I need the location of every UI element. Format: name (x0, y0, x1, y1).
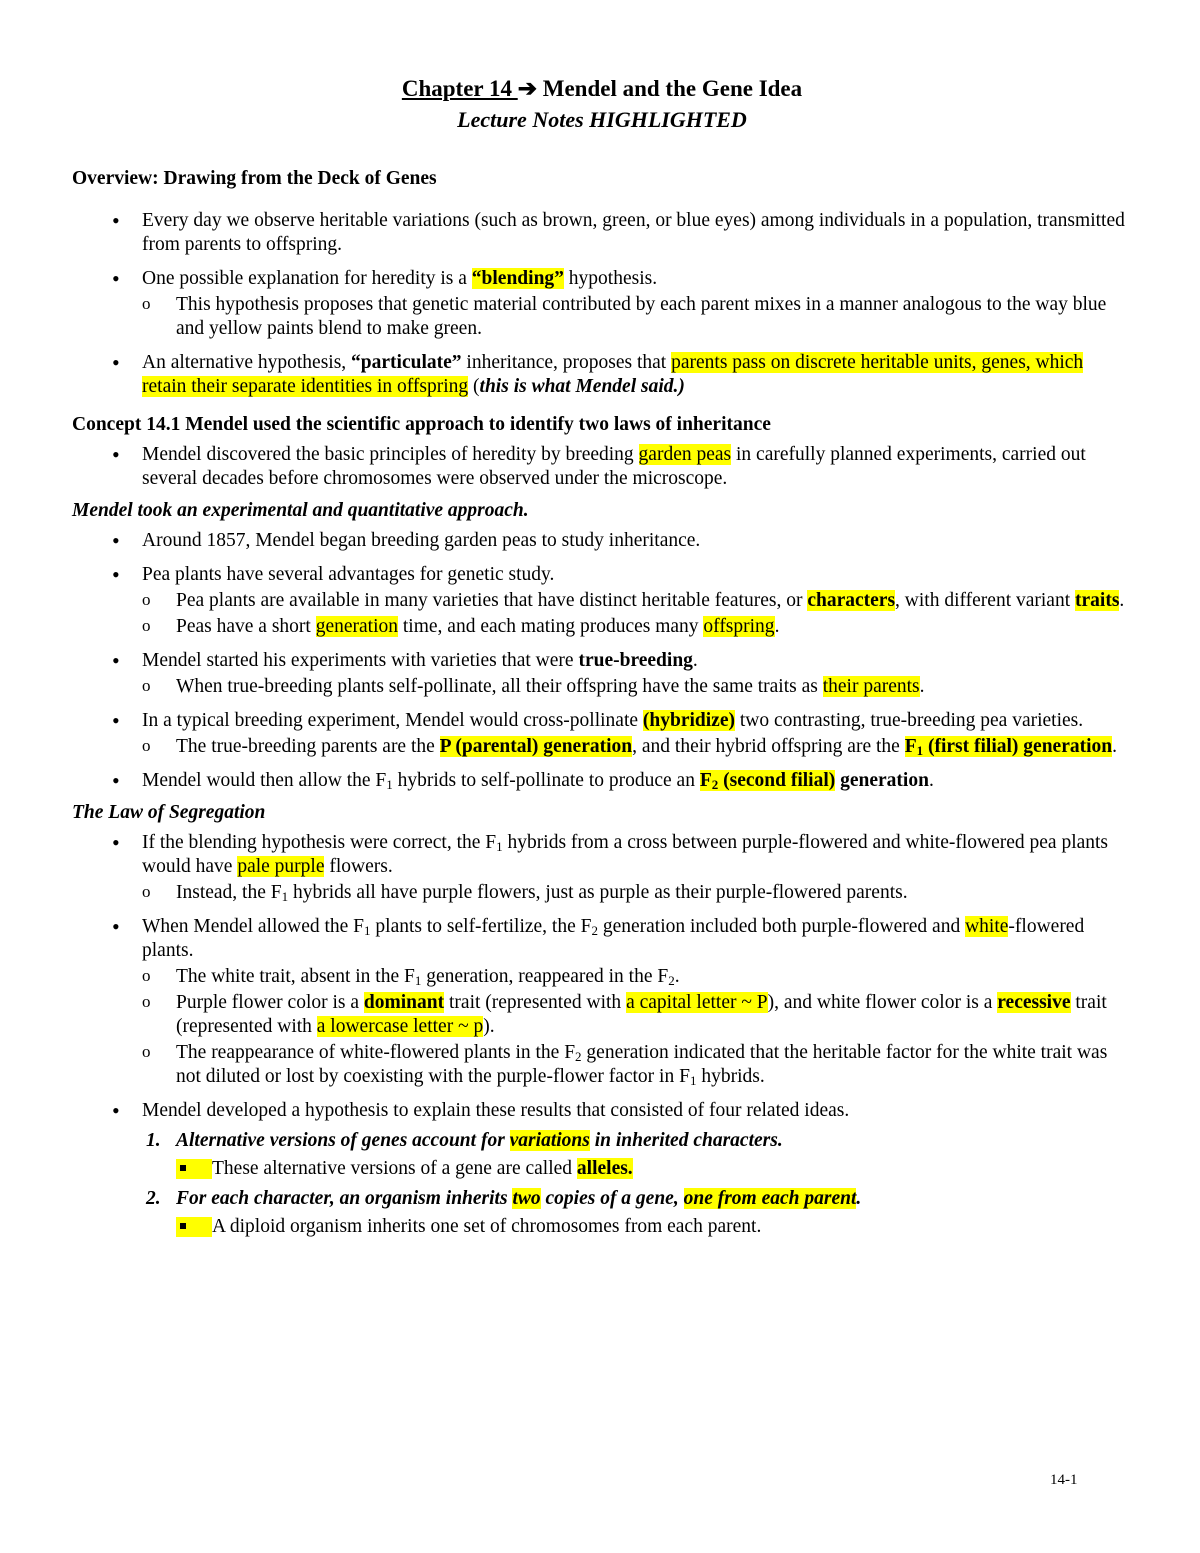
text: One possible explanation for heredity is a (142, 268, 472, 289)
sub-list-item (72, 735, 1132, 759)
text: hypothesis. (563, 268, 658, 289)
highlight: one from each parent (683, 1188, 857, 1209)
text: flowers. (324, 856, 393, 877)
concept-heading: Concept 14.1 Mendel used the scientific approach to identify two laws of inheritance (72, 414, 771, 435)
text: In a typical breeding experiment, Mendel would cross-pollinate (142, 710, 643, 731)
list-item (72, 443, 1132, 491)
text: , with different variant (895, 590, 1076, 611)
bold-italic-text: this is what Mendel said.) (479, 376, 685, 397)
text: in inherited characters. (589, 1130, 783, 1151)
subscript: 1 (281, 889, 289, 904)
highlight: recessive (997, 992, 1071, 1013)
subscript: 1 (689, 1073, 697, 1088)
highlight: alleles. (576, 1158, 633, 1179)
sub-list-item (72, 965, 1132, 989)
text: Mendel started his experiments with varieties that were (142, 650, 579, 671)
text: Mendel discovered the basic principles of heredity by breeding (142, 444, 639, 465)
highlight: a lowercase letter ~ p (316, 1016, 484, 1037)
text: . (692, 650, 698, 671)
text: plants to self-fertilize, the F (370, 916, 592, 937)
list-item: • Pea plants have several advantages for genetic study. (72, 563, 1132, 587)
sub-list-item (72, 1157, 1132, 1181)
sub-list-item (72, 1041, 1132, 1089)
text: An alternative hypothesis, (142, 352, 352, 373)
text: A diploid organism inherits one set of chromosomes from each parent. (212, 1216, 762, 1237)
numbered-item (72, 1187, 1132, 1211)
text: . (1112, 736, 1117, 757)
text: F (699, 770, 712, 791)
text: generation indicated that the heritable factor for the white trait was not diluted or lost by coexisting with the purple-flower factor in F (176, 1042, 1108, 1087)
text: in carefully planned experiments, carried out several decades before chromosomes were observed under the microscope. (142, 444, 1086, 489)
subscript: 1 (496, 839, 503, 854)
item-number: 2. (146, 1188, 161, 1209)
bold-text: generation (835, 770, 929, 791)
highlight: garden peas (638, 444, 732, 465)
square-bullet-icon (176, 1159, 212, 1179)
chapter-title: Mendel and the Gene Idea (537, 76, 803, 101)
text: F (904, 736, 917, 757)
subscript: 2 (711, 777, 719, 792)
subscript: 2 (591, 923, 598, 938)
text: ). (483, 1016, 495, 1037)
text: two contrasting, true-breeding pea varieties. (734, 710, 1084, 731)
text: hybrids to self-pollinate to produce an (392, 770, 700, 791)
highlight: pale purple (237, 856, 325, 877)
list-item (72, 709, 1132, 733)
highlight: offspring (703, 616, 775, 637)
text: time, and each mating produces many (398, 616, 704, 637)
list-item (72, 649, 1132, 673)
section-heading-approach: Mendel took an experimental and quantitative approach. (72, 500, 529, 521)
list-item (72, 351, 1132, 399)
text: trait (represented with (176, 992, 1107, 1037)
list-item: • Around 1857, Mendel began breeding garden peas to study inheritance. (72, 529, 1132, 553)
text: (second filial) (718, 770, 836, 791)
sub-list-item (72, 991, 1132, 1039)
text: For each character, an organism inherits (176, 1188, 513, 1209)
text: Purple flower color is a (176, 992, 364, 1013)
highlight: P (parental) generation (439, 736, 633, 757)
subscript: 2 (575, 1049, 582, 1064)
list-item (72, 267, 1132, 291)
text: Alternative versions of genes account for (176, 1130, 510, 1151)
chapter-number: Chapter 14 (401, 76, 518, 101)
text: hybrids. (696, 1066, 765, 1087)
arrow-icon: ➔ (517, 76, 537, 101)
square-bullet-icon (176, 1217, 212, 1237)
text: When true-breeding plants self-pollinate, all their offspring have the same traits as (176, 676, 823, 697)
overview-heading: Overview: Drawing from the Deck of Genes (72, 168, 437, 189)
text: ( (468, 376, 480, 397)
text: ), and white flower color is a (767, 992, 998, 1013)
bold-text: “particulate” (351, 352, 462, 373)
list-item: • Mendel developed a hypothesis to explain these results that consisted of four related ideas. (72, 1099, 1132, 1123)
document-body (72, 76, 1132, 1239)
highlight: a capital letter ~ P (626, 992, 768, 1013)
item-number: 1. (146, 1130, 161, 1151)
subscript: 1 (386, 777, 393, 792)
text: The white trait, absent in the F (176, 966, 415, 987)
text: -flowered plants. (142, 916, 1085, 961)
text: . (674, 966, 680, 987)
text: The reappearance of white-flowered plants in the F (176, 1042, 576, 1063)
highlight: dominant (363, 992, 445, 1013)
text: The true-breeding parents are the (176, 736, 440, 757)
highlight: variations (509, 1130, 590, 1151)
highlight: generation (315, 616, 399, 637)
text: generation included both purple-flowered and (597, 916, 966, 937)
text: . (919, 676, 925, 697)
highlight: parents pass on discrete heritable units, genes, which retain their separate identities in offspring (142, 352, 1084, 397)
page-subtitle: Lecture Notes HIGHLIGHTED (457, 107, 747, 132)
highlight: characters (807, 590, 896, 611)
subscript: 1 (364, 923, 371, 938)
sub-list-item (72, 615, 1132, 639)
sub-list-item (72, 881, 1132, 905)
text: . (856, 1188, 862, 1209)
highlight: their parents (822, 676, 920, 697)
text: Peas have a short (176, 616, 316, 637)
list-item: • Every day we observe heritable variations (such as brown, green, or blue eyes) among individuals in a population, transmitted from parents to offspring. (72, 209, 1132, 257)
text: Instead, the F (176, 882, 282, 903)
text: hybrids all have purple flowers, just as purple as their purple-flowered parents. (288, 882, 908, 903)
bold-text: true-breeding (578, 650, 693, 671)
text: generation, reappeared in the F (421, 966, 669, 987)
highlight: traits (1075, 590, 1120, 611)
text: If the blending hypothesis were correct, the F (142, 832, 497, 853)
highlight: white (965, 916, 1009, 937)
text: Mendel would then allow the F (142, 770, 387, 791)
text: trait (represented with (444, 992, 627, 1013)
subscript: 2 (668, 973, 675, 988)
sub-list-item: o This hypothesis proposes that genetic material contributed by each parent mixes in a manner analogous to the way blue and yellow paints blend to make green. (72, 293, 1132, 341)
text: . (928, 770, 934, 791)
text: , and their hybrid offspring are the (632, 736, 905, 757)
subscript: 1 (414, 973, 422, 988)
numbered-item (72, 1129, 1132, 1153)
list-item (72, 915, 1132, 963)
highlight: “blending” (471, 268, 564, 289)
list-item (72, 769, 1132, 793)
page-title (72, 76, 1132, 102)
text: When Mendel allowed the F (142, 916, 365, 937)
subscript: 1 (916, 743, 924, 758)
text: . (774, 616, 780, 637)
highlight: two (512, 1188, 541, 1209)
section-heading-segregation: The Law of Segregation (72, 802, 266, 823)
text: inheritance, proposes that (461, 352, 672, 373)
text: hybrids from a cross between purple-flowered and white-flowered pea plants would have (142, 832, 1109, 877)
highlight: (hybridize) (642, 710, 735, 731)
sub-list-item (72, 589, 1132, 613)
highlight (905, 736, 1112, 757)
text: (first filial) generation (923, 736, 1113, 757)
list-item (72, 831, 1132, 879)
highlight (700, 770, 835, 791)
text: copies of a gene, (540, 1188, 684, 1209)
sub-list-item (72, 1215, 1132, 1239)
text: Pea plants are available in many varieties that have distinct heritable features, or (176, 590, 808, 611)
sub-list-item (72, 675, 1132, 699)
text: These alternative versions of a gene are called (212, 1158, 577, 1179)
page-number: 14-1 (1050, 1472, 1078, 1488)
text: . (1119, 590, 1125, 611)
